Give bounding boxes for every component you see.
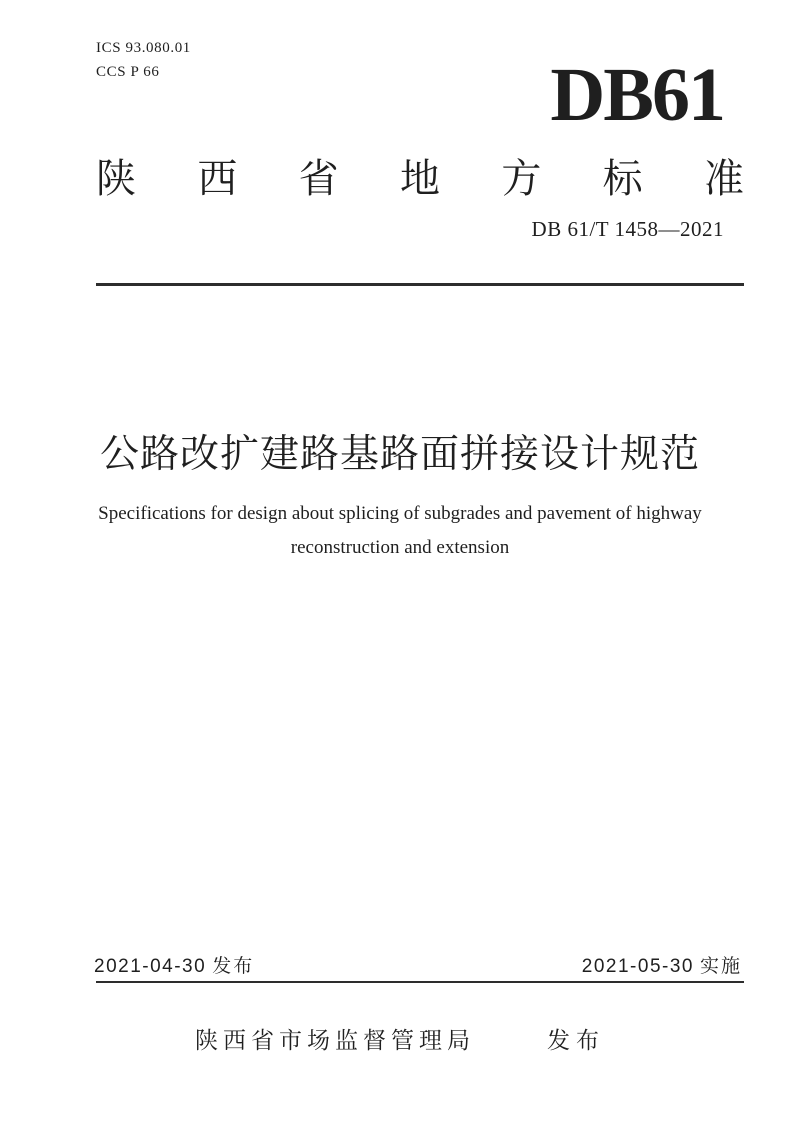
document-title: 公路改扩建路基路面拼接设计规范 <box>99 433 700 476</box>
document-title-english <box>30 497 770 565</box>
title-english-line2: reconstruction and extension <box>290 537 510 558</box>
classification-codes <box>96 36 191 84</box>
publish-date: 2021-04-30 <box>94 956 207 977</box>
ics-code: ICS 93.080.01 <box>96 40 191 56</box>
publisher-row <box>0 1027 800 1053</box>
issue-label: 发布 <box>547 1027 605 1053</box>
implement-date-block <box>582 956 742 978</box>
ccs-code: CCS P 66 <box>96 64 160 80</box>
implement-date: 2021-05-30 <box>581 956 694 977</box>
standard-type-heading: 陕西省地方标准 <box>96 157 744 201</box>
footer-divider <box>96 981 744 983</box>
publish-date-label: 发布 <box>212 956 255 977</box>
publisher-name: 陕西省市场监督管理局 <box>195 1027 475 1053</box>
db61-logo: DB61 <box>550 53 724 137</box>
implement-date-label: 实施 <box>699 956 742 977</box>
standard-number: DB 61/T 1458—2021 <box>531 217 724 241</box>
dates-row <box>94 956 742 978</box>
title-english-line1: Specifications for design about splicing of subgrades and pavement of highway <box>98 503 702 524</box>
publish-date-block <box>94 956 254 978</box>
header-divider <box>96 283 744 286</box>
